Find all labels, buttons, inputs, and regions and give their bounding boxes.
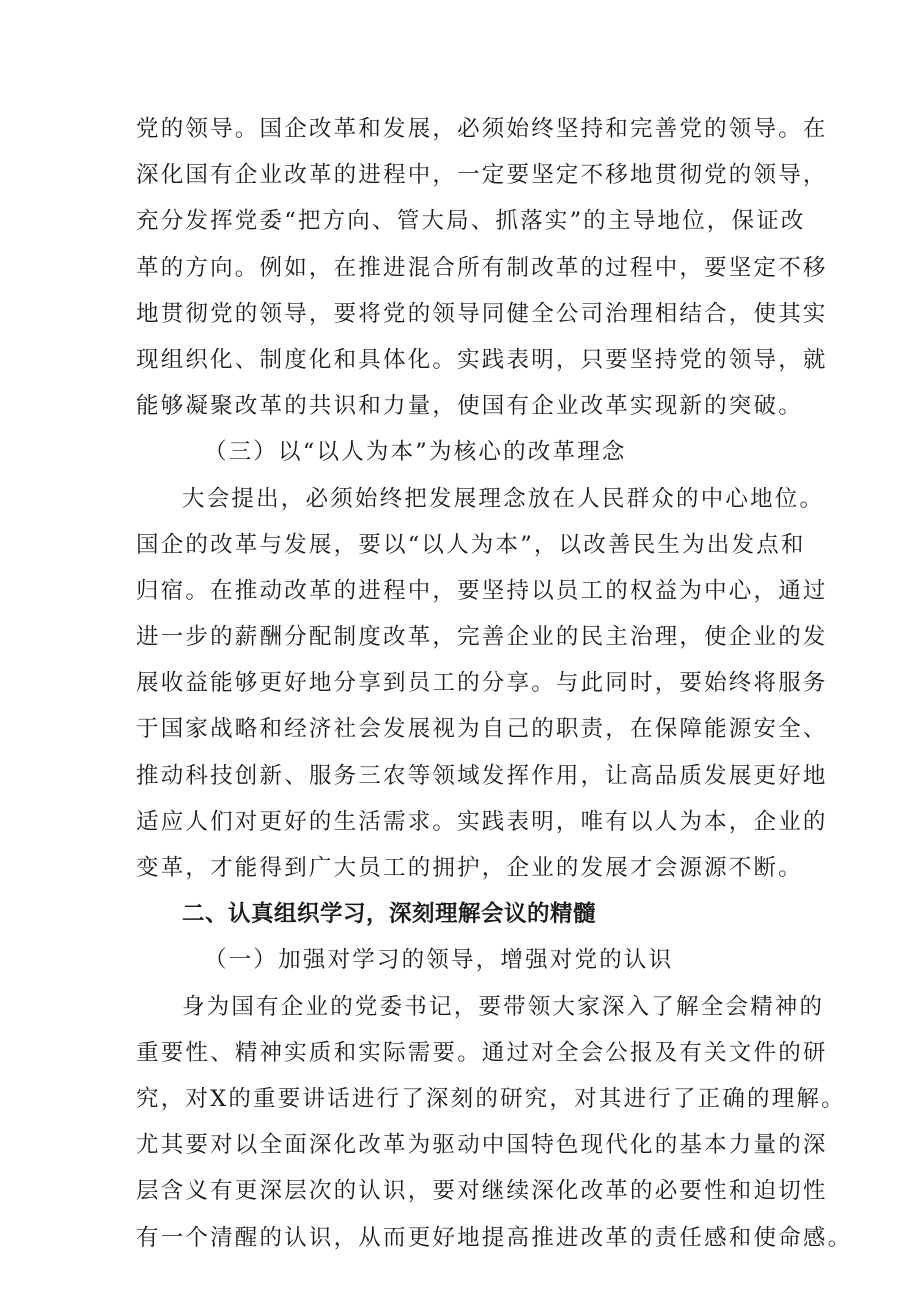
paragraph-first-line: 大会提出，必须始终把发展理念放在人民群众的中心地位。	[182, 485, 825, 512]
paragraph-line: 地贯彻党的领导，要将党的领导同健全公司治理相结合，使其实	[136, 300, 828, 327]
paragraph-line: 有一个清醒的认识，从而更好地提高推进改革的责任感和使命感。	[136, 1224, 853, 1251]
paragraph-line: 重要性、精神实质和实际需要。通过对全会公报及有关文件的研	[136, 1039, 828, 1066]
paragraph-line: 展收益能够更好地分享到员工的分享。与此同时，要始终将服务	[136, 670, 828, 697]
paragraph-line: 党的领导。国企改革和发展，必须始终坚持和完善党的领导。在	[136, 116, 828, 142]
paragraph-line: 究，对X的重要讲话进行了深刻的研究，对其进行了正确的理解。	[136, 1085, 846, 1112]
paragraph-line: 于国家战略和经济社会发展视为自己的职责，在保障能源安全、	[136, 716, 828, 743]
paragraph-line: 适应人们对更好的生活需求。实践表明，唯有以人为本，企业的	[136, 808, 828, 835]
paragraph-line: 进一步的薪酬分配制度改革，完善企业的民主治理，使企业的发	[136, 624, 828, 651]
subsection-heading: （一）加强对学习的领导，增强对党的认识	[204, 947, 674, 974]
paragraph-line: 推动科技创新、服务三农等领域发挥作用，让高品质发展更好地	[136, 762, 828, 789]
paragraph-line: 深化国有企业改革的进程中，一定要坚定不移地贯彻党的领导，	[136, 162, 828, 189]
document-body	[136, 106, 853, 1261]
paragraph-line: 国企的改革与发展，要以“以人为本”，以改善民生为出发点和	[136, 531, 806, 558]
paragraph-line: 归宿。在推动改革的进程中，要坚持以员工的权益为中心，通过	[136, 577, 828, 604]
paragraph-line: 尤其要对以全面深化改革为驱动中国特色现代化的基本力量的深	[136, 1132, 828, 1159]
paragraph-line: 现组织化、制度化和具体化。实践表明，只要坚持党的领导，就	[136, 346, 828, 373]
paragraph-line: 革的方向。例如，在推进混合所有制改革的过程中，要坚定不移	[136, 254, 828, 281]
paragraph-line: 充分发挥党委“把方向、管大局、抓落实”的主导地位，保证改	[136, 208, 806, 235]
subsection-heading: （三）以“以人为本”为核心的改革理念	[204, 439, 627, 466]
paragraph-line: 能够凝聚改革的共识和力量，使国有企业改革实现新的突破。	[136, 393, 803, 420]
paragraph-first-line: 身为国有企业的党委书记，要带领大家深入了解全会精神的	[182, 993, 825, 1020]
paragraph-line: 层含义有更深层次的认识，要对继续深化改革的必要性和迫切性	[136, 1178, 828, 1205]
paragraph-line: 变革，才能得到广大员工的拥护，企业的发展才会源源不断。	[136, 855, 803, 881]
section-heading: 二、认真组织学习，深刻理解会议的精髓	[182, 901, 597, 928]
